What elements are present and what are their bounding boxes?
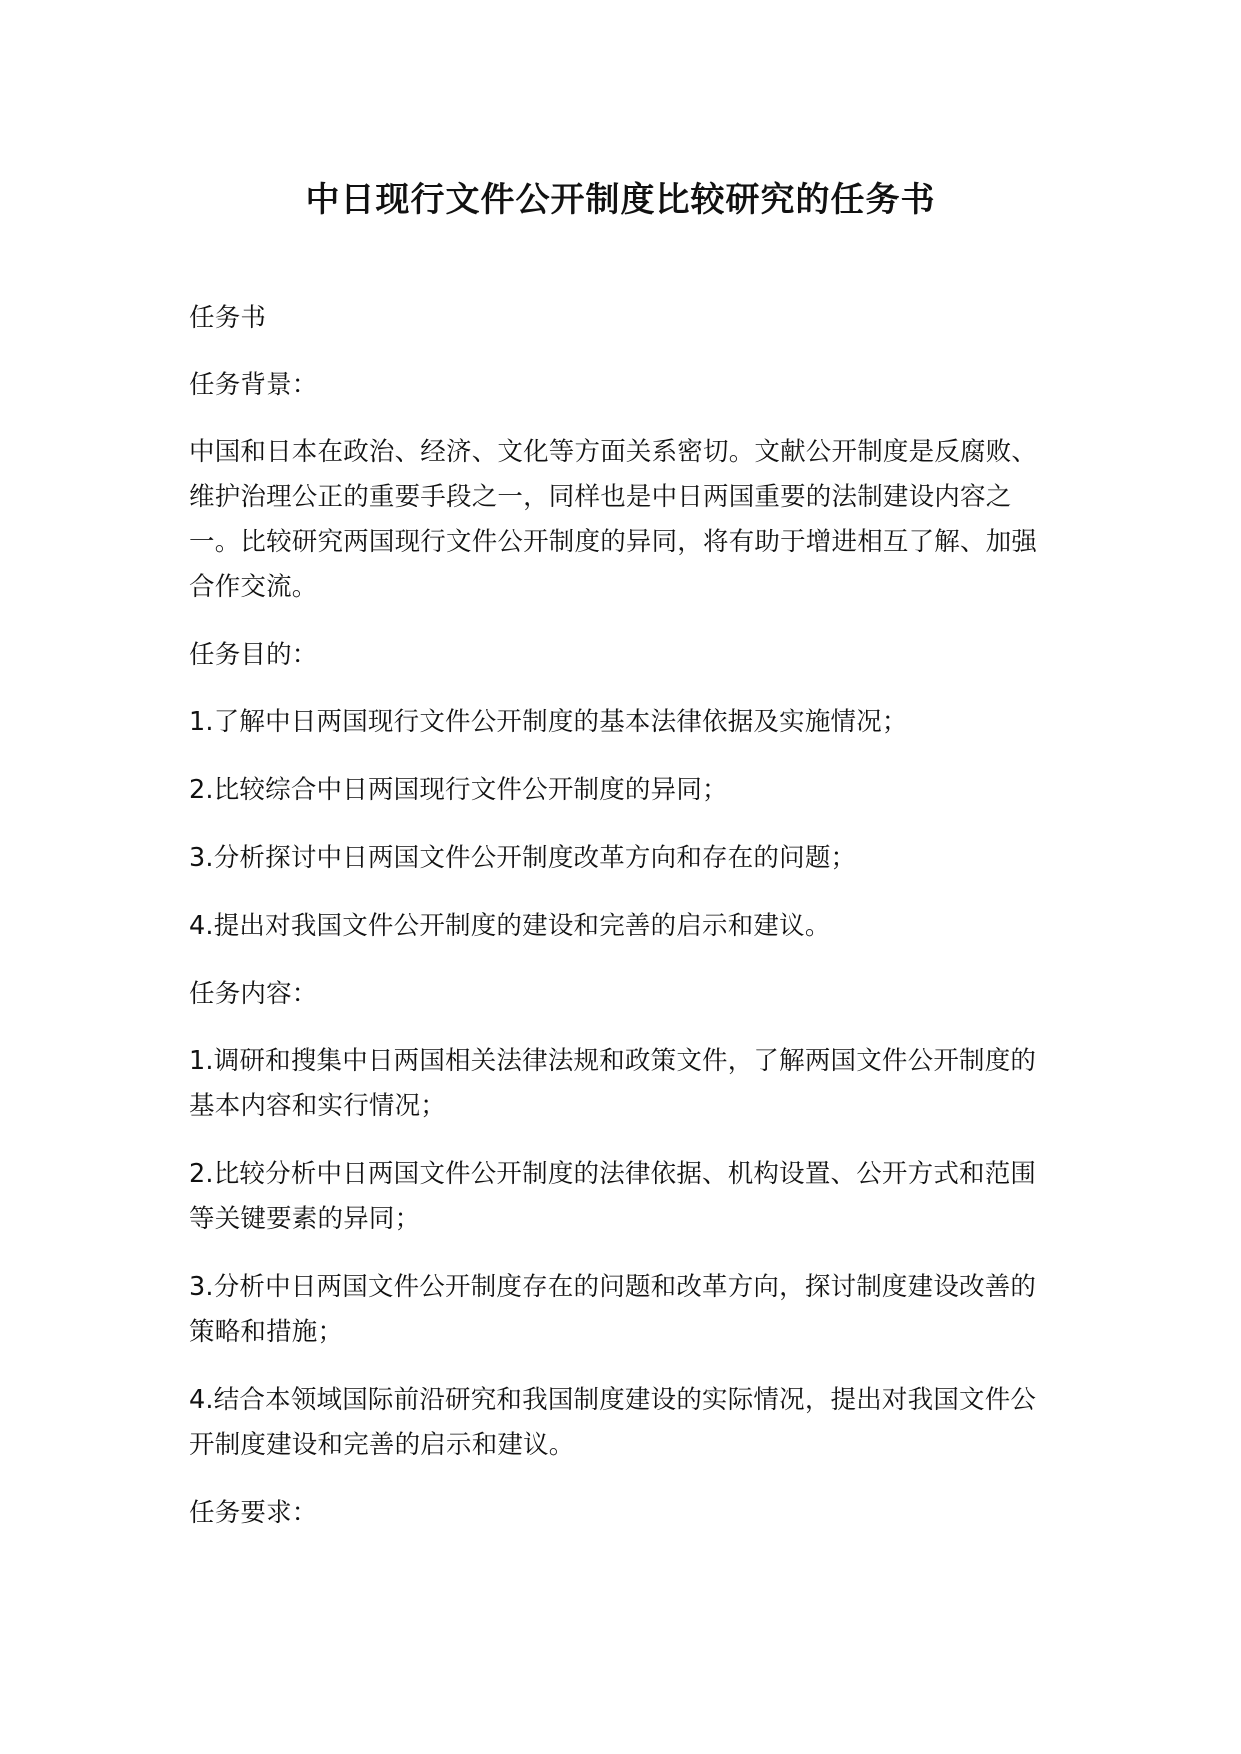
content-item-1: 1.调研和搜集中日两国相关法律法规和政策文件，了解两国文件公开制度的基本内容和实行情况； — [189, 1046, 1037, 1121]
purpose-item-2: 2.比较综合中日两国现行文件公开制度的异同； — [189, 775, 728, 805]
requirements-heading: 任务要求： — [189, 1498, 318, 1528]
background-heading: 任务背景： — [189, 370, 318, 400]
purpose-item-4: 4.提出对我国文件公开制度的建设和完善的启示和建议。 — [189, 911, 831, 941]
document-label: 任务书 — [189, 303, 267, 333]
document-title: 中日现行文件公开制度比较研究的任务书 — [305, 180, 936, 220]
purpose-item-3: 3.分析探讨中日两国文件公开制度改革方向和存在的问题； — [189, 843, 857, 873]
content-item-3: 3.分析中日两国文件公开制度存在的问题和改革方向，探讨制度建设改善的策略和措施； — [189, 1272, 1037, 1347]
content-item-4: 4.结合本领域国际前沿研究和我国制度建设的实际情况，提出对我国文件公开制度建设和完善的启示和建议。 — [189, 1385, 1037, 1460]
background-paragraph: 中国和日本在政治、经济、文化等方面关系密切。文献公开制度是反腐败、维护治理公正的重要手段之一，同样也是中日两国重要的法制建设内容之一。比较研究两国现行文件公开制度的异同，将有助于增进相互了解、加强合作交流。 — [189, 437, 1038, 602]
content-item-2: 2.比较分析中日两国文件公开制度的法律依据、机构设置、公开方式和范围等关键要素的异同； — [189, 1159, 1037, 1234]
purpose-item-1: 1.了解中日两国现行文件公开制度的基本法律依据及实施情况； — [189, 707, 908, 737]
purpose-heading: 任务目的： — [189, 640, 318, 670]
document-body — [189, 296, 1059, 1558]
content-heading: 任务内容： — [189, 979, 318, 1009]
